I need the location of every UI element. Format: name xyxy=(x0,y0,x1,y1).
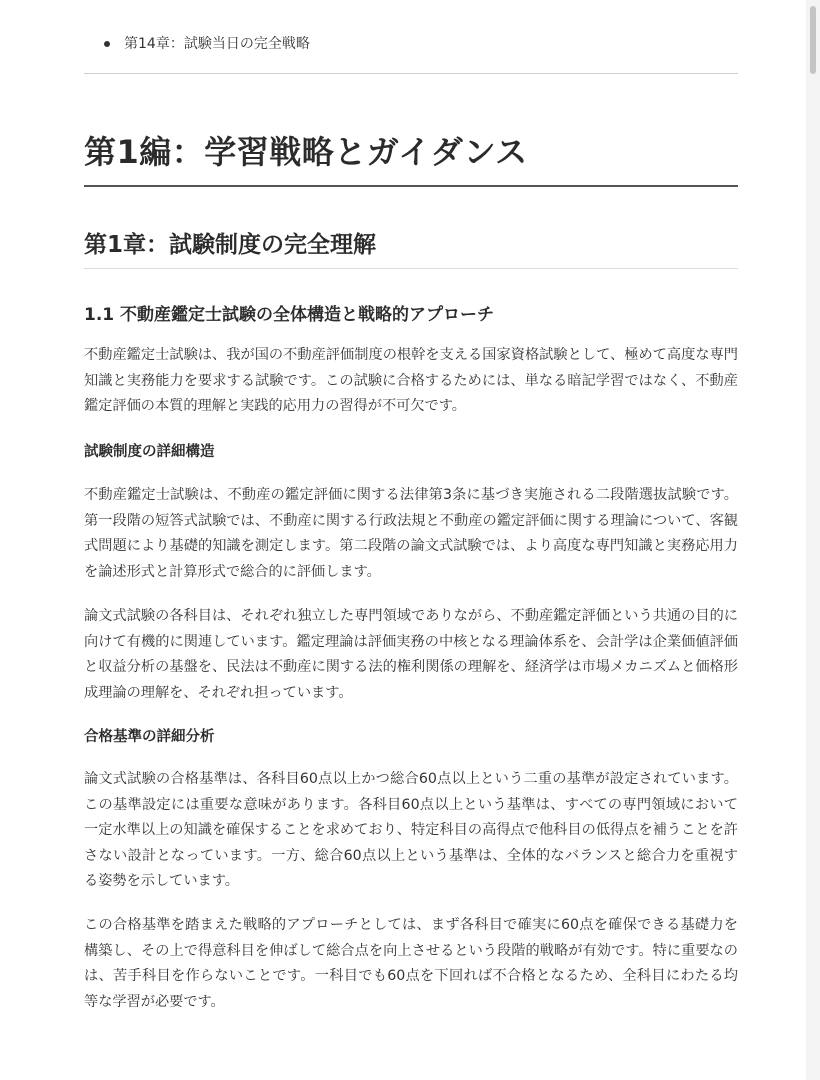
paragraph: 不動産鑑定士試験は、不動産の鑑定評価に関する法律第3条に基づき実施される二段階選抜試験です。第一段階の短答式試験では、不動産に関する行政法規と不動産の鑑定評価に関する理論について、客観式問題により基礎的知識を測定します。第二段階の論文式試験では、より高度な専門知識と実務応用力を論述形式と計算形式で総合的に評価します。 xyxy=(84,487,738,580)
scrollbar-track[interactable] xyxy=(806,0,820,1080)
paragraph: 論文式試験の各科目は、それぞれ独立した専門領域でありながら、不動産鑑定評価という共通の目的に向けて有機的に関連しています。鑑定理論は評価実務の中核となる理論体系を、会計学は企業価値評価と収益分析の基盤を、民法は不動産に関する法的権利関係の理解を、経済学は市場メカニズムと価格形成理論の理解を、それぞれ担っています。 xyxy=(84,608,738,701)
paragraph: この合格基準を踏まえた戦略的アプローチとしては、まず各科目で確実に60点を確保できる基礎力を構築し、その上で得意科目を伸ばして総合点を向上させるという段階的戦略が有効です。特に重要なのは、苦手科目を作らないことです。一科目でも60点を下回れば不合格となるため、全科目にわたる均等な学習が必要です。 xyxy=(84,917,738,1010)
divider xyxy=(84,73,738,74)
bullet-icon xyxy=(104,41,110,47)
intro-paragraph: 不動産鑑定士試験は、我が国の不動産評価制度の根幹を支える国家資格試験として、極めて高度な専門知識と実務能力を要求する試験です。この試験に合格するためには、単なる暗記学習ではなく、不動産鑑定評価の本質的理解と実践的応用力の習得が不可欠です。 xyxy=(84,347,738,414)
section-title: 1.1 不動産鑑定士試験の全体構造と戦略的アプローチ xyxy=(84,305,495,325)
scrollbar-thumb[interactable] xyxy=(810,6,816,74)
part-title: 第1編：学習戦略とガイダンス xyxy=(84,133,528,171)
chapter-title: 第1章：試験制度の完全理解 xyxy=(84,232,377,258)
subsection-title-structure: 試験制度の詳細構造 xyxy=(84,444,215,460)
subsection-title-criteria: 合格基準の詳細分析 xyxy=(84,729,215,745)
chapter-title-underline xyxy=(84,268,738,269)
toc-item-label[interactable]: 第14章：試験当日の完全戦略 xyxy=(124,36,310,52)
toc-list xyxy=(104,32,310,56)
toc-item[interactable] xyxy=(104,32,310,56)
part-title-underline xyxy=(84,185,738,187)
paragraph: 論文式試験の合格基準は、各科目60点以上かつ総合60点以上という二重の基準が設定されています。この基準設定には重要な意味があります。各科目60点以上という基準は、すべての専門領域において一定水準以上の知識を確保することを求めており、特定科目の高得点で他科目の低得点を補うことを許さない設計となっています。一方、総合60点以上という基準は、全体的なバランスと総合力を重視する姿勢を示しています。 xyxy=(84,771,738,889)
